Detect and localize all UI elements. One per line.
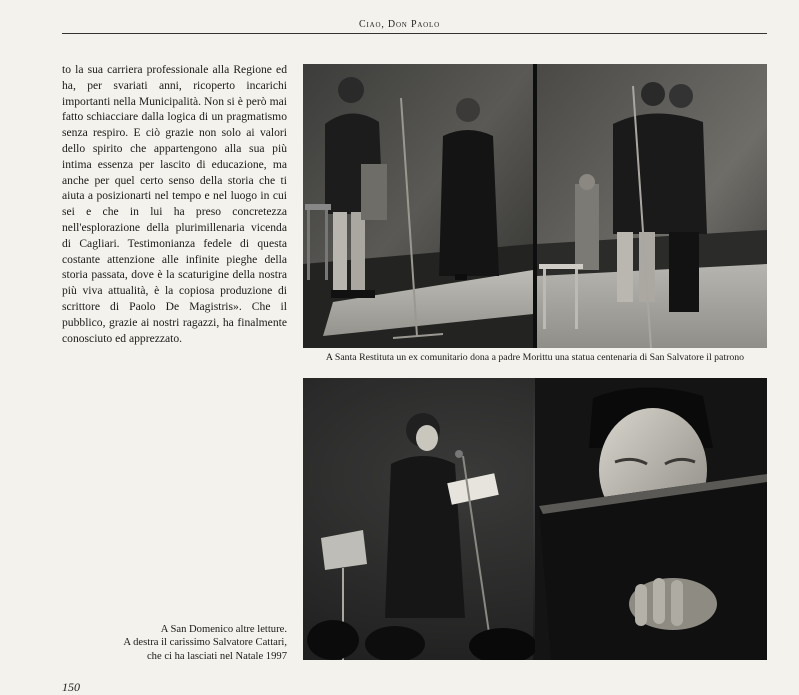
photo-san-domenico bbox=[303, 378, 767, 660]
page-number: 150 bbox=[62, 680, 80, 694]
running-head: Ciao, Don Paolo bbox=[359, 19, 440, 30]
caption-bottom-photo bbox=[62, 623, 287, 663]
caption-bottom-line-1: A San Domenico altre letture. bbox=[160, 624, 287, 635]
header-rule bbox=[62, 33, 767, 34]
photo-santa-restituta bbox=[303, 64, 767, 348]
caption-top-photo: A Santa Restituta un ex comunitario dona a padre Morittu una statua centenaria di San Salvatore il patrono bbox=[325, 352, 745, 363]
caption-bottom-line-2: A destra il carissimo Salvatore Cattari, bbox=[123, 637, 287, 649]
body-text: to la sua carriera professionale alla Regione ed ha, per svariati anni, ricoperto incarichi importanti nella Municipalità. Non si è però mai fatto schiacciare dalla logica di un pragmatismo senza respiro. E ciò grazie non solo ai valori dello spirito che appartengono alla sua più intima essenza per lascito di educazione, ma anche per quel certo senso della storia che ti aiuta a posizionarti nel tempo e nel luogo in cui sei e che in lui ha preso concretezza nell'esplorazione della plurimillenaria vicenda di Cagliari. Testimonianza fedele di questa costante attenzione alle infinite pieghe della storia passata, dove è la scaturigine della nostra più viva attualità, è la copiosa produzione di scrittore di Paolo De Magistris». Che il pubblico, grazie ai nostri ragazzi, ha finalmente conosciuto ed apprezzato. bbox=[62, 63, 287, 345]
caption-bottom-line-3: che ci ha lasciati nel Natale 1997 bbox=[146, 650, 287, 662]
